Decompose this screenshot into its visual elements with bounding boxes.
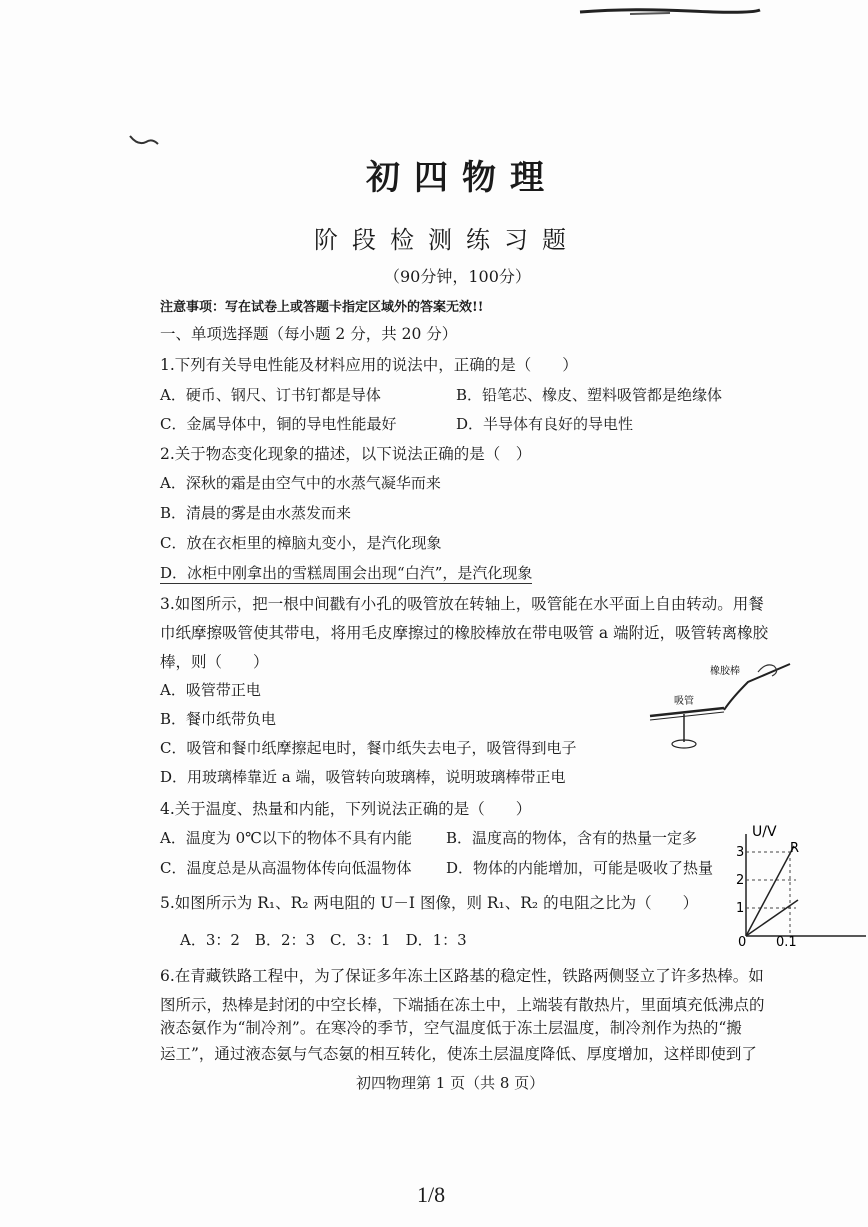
exam-title: 初四物理 (366, 158, 558, 198)
scan-smudge-left (128, 132, 162, 152)
u-i-graph (736, 822, 868, 948)
straw-line (650, 708, 724, 716)
exam-subtitle: 阶段检测练习题 (314, 226, 580, 254)
exam-duration-score: （90分钟，100分） (384, 267, 531, 286)
question-4-option-b: B．温度高的物体，含有的热量一定多 (446, 829, 698, 847)
scan-smudge-top (570, 2, 770, 20)
straw-rubber-rod-figure (640, 648, 800, 752)
question-6-line-1: 6.在青藏铁路工程中，为了保证多年冻土区路基的稳定性，铁路两侧竖立了许多热棒。如 (160, 967, 764, 985)
question-2-option-b: B．清晨的雾是由水蒸发而来 (160, 504, 352, 522)
question-4-option-c: C．温度总是从高温物体传向低温物体 (160, 859, 412, 877)
question-5-stem: 5.如图所示为 R₁、R₂ 两电阻的 U－I 图像，则 R₁、R₂ 的电阻之比为（ ） (160, 894, 699, 912)
question-1-option-b: B．铅笔芯、橡皮、塑料吸管都是绝缘体 (456, 386, 723, 404)
question-2-option-a: A．深秋的霜是由空气中的水蒸气凝华而来 (160, 474, 441, 492)
question-5-options: A．3：2 B．2：3 C．3：1 D．1：3 (180, 931, 467, 949)
question-4-stem: 4.关于温度、热量和内能，下列说法正确的是（ ） (160, 800, 532, 818)
question-3-option-c: C．吸管和餐巾纸摩擦起电时，餐巾纸失去电子，吸管得到电子 (160, 739, 577, 757)
y-tick-2: 2 (736, 873, 745, 888)
question-3-option-b: B．餐巾纸带负电 (160, 710, 277, 728)
r1-line (746, 846, 794, 936)
question-1-option-a: A．硬币、钢尺、订书钉都是导体 (160, 386, 381, 404)
straw-label: 吸管 (674, 696, 694, 707)
question-1-option-c: C．金属导体中，铜的导电性能最好 (160, 415, 397, 433)
question-1-stem: 1.下列有关导电性能及材料应用的说法中，正确的是（ ） (160, 356, 578, 374)
question-3-stem-line-1: 3.如图所示，把一根中间戳有小孔的吸管放在转轴上，吸管能在水平面上自由转动。用餐 (160, 595, 764, 613)
question-4-option-d: D．物体的内能增加，可能是吸收了热量 (446, 859, 714, 877)
question-1-option-d: D．半导体有良好的导电性 (456, 415, 634, 433)
graph-r-label: R (790, 841, 800, 856)
page-footer: 初四物理第 1 页（共 8 页） (356, 1074, 545, 1092)
question-2-stem: 2.关于物态变化现象的描述，以下说法正确的是（ ） (160, 445, 532, 463)
section-heading: 一、单项选择题（每小题 2 分，共 20 分） (160, 325, 458, 343)
graph-y-label: U/V (752, 824, 777, 840)
question-6-line-3: 液态氨作为“制冷剂”。在寒冷的季节，空气温度低于冻土层温度，制冷剂作为热的“搬 (160, 1019, 742, 1037)
question-3-stem-line-2: 巾纸摩擦吸管使其带电，将用毛皮摩擦过的橡胶棒放在带电吸管 a 端附近，吸管转离橡胶 (160, 624, 769, 642)
notice-text: 注意事项：写在试卷上或答题卡指定区域外的答案无效!! (160, 300, 484, 315)
question-4-option-a: A．温度为 0℃以下的物体不具有内能 (160, 829, 412, 847)
question-2-option-c: C．放在衣柜里的樟脑丸变小，是汽化现象 (160, 534, 442, 552)
question-6-line-4: 运工”，通过液态氨与气态氨的相互转化，使冻土层温度降低、厚度增加，这样即使到了 (160, 1045, 757, 1063)
page-number: 1/8 (417, 1182, 446, 1207)
question-3-option-d: D．用玻璃棒靠近 a 端，吸管转向玻璃棒，说明玻璃棒带正电 (160, 768, 566, 786)
y-tick-3: 3 (736, 845, 745, 860)
question-6-line-2: 图所示，热棒是封闭的中空长棒，下端插在冻土中，上端装有散热片，里面填充低沸点的 (160, 996, 765, 1014)
question-3-option-a: A．吸管带正电 (160, 681, 261, 699)
origin-label: 0 (738, 935, 747, 948)
question-2-option-d: D．冰柜中刚拿出的雪糕周围会出现“白汽”，是汽化现象 (160, 564, 533, 582)
x-tick-label: 0.1 (776, 935, 797, 948)
y-tick-1: 1 (736, 901, 745, 916)
question-3-stem-line-3: 棒，则（ ） (160, 653, 269, 671)
rubber-rod-label: 橡胶棒 (710, 666, 740, 677)
